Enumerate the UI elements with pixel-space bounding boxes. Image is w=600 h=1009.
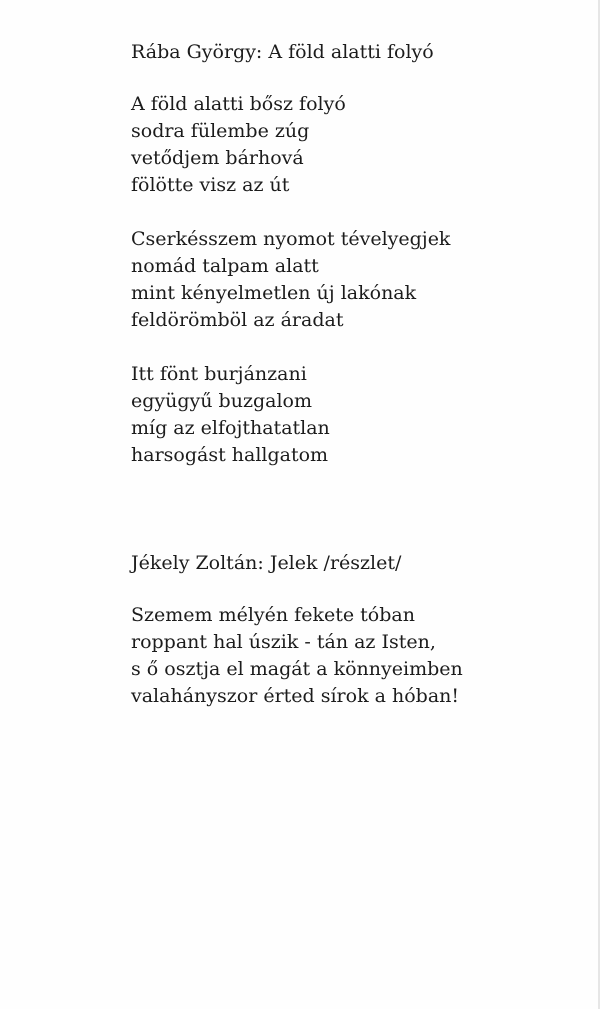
poem-line: sodra fülembe zúg: [131, 120, 310, 142]
stanza-2: [131, 226, 450, 334]
poem-line: mint kényelmetlen új lakónak: [131, 282, 417, 304]
poem-line: valahányszor érted sírok a hóban!: [131, 685, 460, 707]
poem-line: Szemem mélyén fekete tóban: [131, 604, 415, 626]
poem-line: míg az elfojthatatlan: [131, 417, 330, 439]
poem-raba: [131, 39, 450, 469]
poem-line: harsogást hallgatom: [131, 444, 329, 466]
poem-line: fölötte visz az út: [131, 174, 290, 196]
poem-title: Rába György: A föld alatti folyó: [131, 41, 434, 63]
stanza-1: [131, 91, 450, 199]
poem-jekely: [131, 550, 463, 710]
poem-line: nomád talpam alatt: [131, 255, 319, 277]
poem-line: Cserkésszem nyomot tévelyegjek: [131, 228, 451, 250]
poem-line: feldörömböl az áradat: [131, 309, 344, 331]
stanza-3: [131, 361, 450, 469]
stanza-1: [131, 602, 463, 710]
poem-title: Jékely Zoltán: Jelek /részlet/: [131, 552, 402, 574]
poem-line: vetődjem bárhová: [131, 147, 304, 169]
poem-line: Itt fönt burjánzani: [131, 363, 307, 385]
poem-line: A föld alatti bősz folyó: [131, 93, 346, 115]
poem-line: s ő osztja el magát a könnyeimben: [131, 658, 463, 680]
poem-line: együgyű buzgalom: [131, 390, 312, 412]
poem-line: roppant hal úszik - tán az Isten,: [131, 631, 436, 653]
